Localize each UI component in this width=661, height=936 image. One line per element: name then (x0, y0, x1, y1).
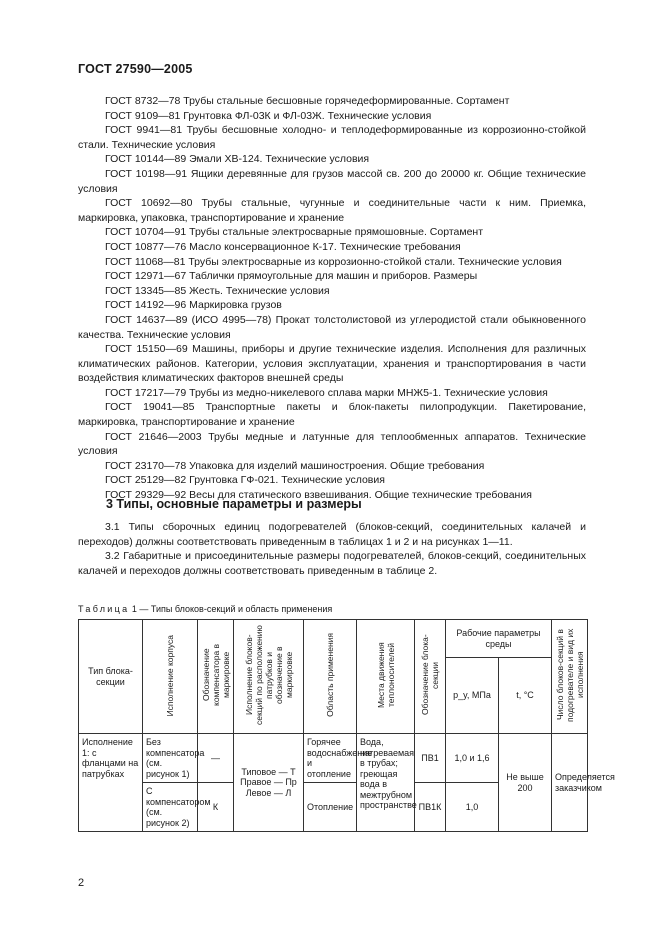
block-types-table (78, 619, 615, 832)
header-count: Число блоков-секций в подогревателе и вид их исполнения (552, 620, 588, 734)
page-number: 2 (78, 877, 85, 889)
cell-designation-2: ПВ1К (415, 783, 446, 832)
reference-item: ГОСТ 17217—79 Трубы из медно-никелевого сплава марки МНЖ5-1. Технические условия (105, 386, 548, 399)
page-header: ГОСТ 27590—2005 (78, 62, 193, 76)
paragraph: 3.1 Типы сборочных единиц подогревателей (блоков-секций, соединительных калачей и переходов) должны соответствовать приведенным в таблицах 1 и 2 и на рисунках 1—11. (78, 521, 586, 548)
table-caption (78, 604, 332, 614)
reference-item: ГОСТ 14192—96 Маркировка грузов (105, 299, 282, 312)
header-flow: Места движения теплоносителей (357, 620, 415, 734)
cell-type: Исполнение 1: с фланцами на патрубках (79, 734, 143, 832)
reference-item: ГОСТ 15150—69 Машины, приборы и другие технические изделия. Исполнения для различных климатических районов. Категории, условия эксплуатации, хранения и транспортирования в части воздействия климатических факторов внешней среды (78, 343, 586, 385)
reference-item: ГОСТ 19041—85 Транспортные пакеты и блок-пакеты пилопродукции. Пакетирование, маркировка, транспортирование и хранение (78, 401, 586, 429)
reference-item: ГОСТ 10198—91 Ящики деревянные для грузов массой св. 200 до 20000 кг. Общие технические условия (78, 167, 586, 195)
header-temperature: t, °C (499, 658, 552, 734)
section-title: 3 Типы, основные параметры и размеры (106, 497, 362, 511)
reference-item: ГОСТ 8732—78 Трубы стальные бесшовные горячедеформированные. Сортамент (105, 95, 510, 107)
cell-body-2: С компенсатором (см. рисунок 2) (143, 783, 198, 832)
header-designation: Обозначение блока-секции (415, 620, 446, 734)
reference-item: ГОСТ 10877—76 Масло консервационное К-17. Технические требования (105, 240, 461, 253)
reference-item: ГОСТ 9941—81 Трубы бесшовные холодно- и теплодеформированные из коррозионно-стойкой стали. Технические условия (78, 124, 586, 151)
reference-item: ГОСТ 10144—89 Эмали ХВ-124. Технические условия (105, 153, 370, 166)
reference-item: ГОСТ 29329—92 Весы для статического взвешивания. Общие технические требования (105, 489, 532, 502)
header-params: Рабочие параметры среды (446, 620, 552, 658)
table-caption-word: Таблица (78, 604, 130, 614)
reference-item: ГОСТ 9109—81 Грунтовка ФЛ-03К и ФЛ-03Ж. Технические условия (105, 109, 432, 122)
cell-count: Определяется заказчиком (552, 734, 588, 832)
reference-item: ГОСТ 21646—2003 Трубы медные и латунные для теплообменных аппаратов. Технические условия (78, 430, 586, 458)
cell-temperature: Не выше 200 (499, 734, 552, 832)
header-area: Область применения (304, 620, 357, 734)
reference-item: ГОСТ 10704—91 Трубы стальные электросварные прямошовные. Сортамент (105, 226, 484, 239)
cell-compensator-2: К (198, 783, 234, 832)
cell-flow: Вода, нагреваемая в трубах; греющая вода в межтрубном пространстве (357, 734, 415, 832)
section-paragraphs (78, 520, 586, 578)
header-type: Тип блока-секции (79, 620, 143, 734)
cell-body-1: Без компенсатора (см. рисунок 1) (143, 734, 198, 783)
cell-arrangement: Типовое — Т Правое — Пр Левое — Л (234, 734, 304, 832)
header-pressure: p_y, МПа (446, 658, 499, 734)
reference-item: ГОСТ 12971—67 Таблички прямоугольные для машин и приборов. Размеры (105, 270, 478, 283)
header-arrangement: Исполнение блоков-секций по расположению патрубков и обозначение в маркировке (234, 620, 304, 734)
table-caption-text: 1 — Типы блоков-секций и область применения (131, 604, 333, 614)
paragraph: 3.2 Габаритные и присоединительные размеры подогревателей, блоков-секций, соединительных калачей и переходов должны соответствовать приведенным в таблице 2. (78, 550, 586, 577)
reference-item: ГОСТ 23170—78 Упаковка для изделий машиностроения. Общие требования (105, 459, 485, 472)
reference-item: ГОСТ 25129—82 Грунтовка ГФ-021. Технические условия (105, 474, 385, 487)
normative-references-list (78, 94, 586, 503)
cell-area-1: Горячее водоснабжение и отопление (304, 734, 357, 783)
cell-pressure-2: 1,0 (446, 783, 499, 832)
reference-item: ГОСТ 14637—89 (ИСО 4995—78) Прокат толстолистовой из углеродистой стали обыкновенного качества. Технические условия (78, 313, 586, 341)
reference-item: ГОСТ 11068—81 Трубы электросварные из коррозионно-стойкой стали. Технические условия (105, 255, 562, 268)
cell-area-2: Отопление (304, 783, 357, 832)
cell-pressure-1: 1,0 и 1,6 (446, 734, 499, 783)
cell-compensator-1: — (198, 734, 234, 783)
header-body: Исполнение корпуса (143, 620, 198, 734)
cell-designation-1: ПВ1 (415, 734, 446, 783)
header-compensator: Обозначение компенсатора в маркировке (198, 620, 234, 734)
reference-item: ГОСТ 13345—85 Жесть. Технические условия (105, 284, 330, 297)
reference-item: ГОСТ 10692—80 Трубы стальные, чугунные и соединительные части к ним. Приемка, маркировка, упаковка, транспортирование и хранение (78, 197, 586, 224)
